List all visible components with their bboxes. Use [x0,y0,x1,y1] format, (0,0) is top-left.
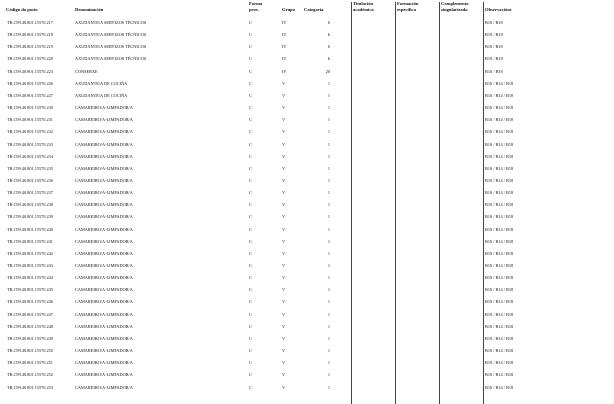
cell-categoria: 6 [327,32,330,38]
cell-grupo: V [282,92,286,98]
cell-observacions: B10 / B14 / B18 [485,263,514,268]
table-row [0,356,614,368]
cell-categoria: 1 [327,275,330,281]
cell-grupo: V [282,360,286,366]
cell-codigo: TR.C99.40.801.15570.248 [7,323,53,329]
cell-forma: C [249,202,252,208]
cell-denominacion: CAMAREIRO/A-LIMPADOR/A [75,177,133,183]
cell-denominacion: CAMAREIRO/A-LIMPADOR/A [75,323,133,329]
cell-observacions: B10 / B14 / B18 [485,165,514,171]
cell-categoria: 1 [327,92,330,98]
cell-categoria: 1 [327,299,330,305]
cell-observacions: B10 / B14 / B18 [485,335,514,341]
cell-grupo: IV [282,44,287,50]
cell-observacions: B10 / B14 / B18 [485,129,514,135]
cell-forma: C [249,335,252,341]
cell-categoria: 1 [327,311,330,317]
table-row [0,52,614,64]
cell-denominacion: CAMAREIRO/A-LIMPADOR/A [75,153,133,159]
cell-denominacion: CAMAREIRO/A-LIMPADOR/A [75,287,133,293]
cell-categoria: 1 [327,190,330,196]
cell-grupo: V [282,287,286,293]
table-row [0,198,614,210]
cell-observacions: B10 / B14 / B18 [485,372,514,378]
table-row [0,247,614,259]
cell-observacions: B10 / B14 / B18 [485,190,514,196]
cell-categoria: 1 [327,129,330,135]
cell-observacions: B10 / B14 / B18 [485,202,514,208]
cell-grupo: V [282,323,286,329]
cell-denominacion: CAMAREIRO/A-LIMPADOR/A [75,384,133,390]
header-titulacion-line2: académica [353,7,374,12]
header-codigo: Código do posto [6,7,38,12]
cell-forma: C [249,238,252,244]
cell-grupo: IV [282,56,287,62]
cell-denominacion: CAMAREIRO/A-LIMPADOR/A [75,311,133,317]
cell-codigo: TR.C99.40.801.15570.252 [7,372,53,378]
cell-observacions: B10 / B14 / B18 [485,80,514,86]
cell-grupo: V [282,311,286,317]
header-forma-line2: prov. [249,7,259,12]
cell-denominacion: CAMAREIRO/A-LIMPADOR/A [75,117,133,123]
table-row [0,295,614,307]
header-grupo: Grupo [282,7,296,12]
cell-codigo: TR.C99.40.801.15570.251 [7,360,53,366]
cell-forma: C [249,68,252,74]
cell-categoria: 1 [327,250,330,256]
cell-denominacion: CAMAREIRO/A-LIMPADOR/A [75,141,133,147]
table-row [0,125,614,137]
cell-categoria: 1 [327,165,330,171]
cell-observacions: B10 / B14 / B18 [485,384,514,390]
header-observacions: Observacións [485,7,512,12]
cell-observacions: B10 / B18 [485,68,503,74]
cell-observacions: B10 / B18 [485,56,503,62]
cell-forma: C [249,275,252,281]
table-row [0,210,614,222]
cell-grupo: V [282,348,286,354]
cell-codigo: TR.C99.40.801.15570.242 [7,250,53,256]
cell-categoria: 1 [327,287,330,293]
table-row [0,28,614,40]
cell-grupo: IV [282,68,287,74]
cell-observacions: B10 / B14 / B18 [485,238,514,244]
cell-categoria: 1 [327,214,330,220]
header-forma-line1: Forma [249,1,263,6]
cell-observacions: B10 / B18 [485,20,503,25]
cell-denominacion: CAMAREIRO/A-LIMPADOR/A [75,214,133,220]
table-row [0,344,614,356]
cell-denominacion: CAMAREIRO/A-LIMPADOR/A [75,348,133,354]
cell-categoria: 6 [327,56,330,62]
table-header [0,0,614,16]
cell-forma: C [249,153,252,159]
cell-denominacion: AXUDANTE/A DE COCIÑA [75,80,128,86]
cell-forma: C [249,190,252,196]
cell-forma: C [249,117,252,123]
cell-denominacion: AXUDANTE/A DE COCIÑA [75,92,128,98]
cell-codigo: TR.C99.40.801.15570.253 [7,384,53,390]
cell-forma: C [249,348,252,354]
cell-forma: C [249,214,252,220]
cell-categoria: 1 [327,384,330,390]
cell-forma: C [249,372,252,378]
cell-forma: C [249,56,252,62]
cell-codigo: TR.C99.40.801.15570.223 [7,68,53,74]
header-categoria: Categoría [304,7,324,12]
cell-observacions: B10 / B14 / B18 [485,250,514,256]
table-row [0,332,614,344]
cell-denominacion: CAMAREIRO/A-LIMPADOR/A [75,372,133,378]
cell-grupo: IV [282,32,287,38]
cell-categoria: 1 [327,335,330,341]
table-row [0,368,614,380]
cell-categoria: 1 [327,141,330,147]
cell-observacions: B10 / B14 / B18 [485,348,514,354]
cell-codigo: TR.C99.40.801.15570.240 [7,226,53,232]
cell-observacions: B10 / B14 / B18 [485,105,514,111]
cell-denominacion: CAMAREIRO/A-LIMPADOR/A [75,165,133,171]
cell-categoria: 6 [327,44,330,50]
cell-denominacion: CAMAREIRO/A-LIMPADOR/A [75,129,133,135]
cell-observacions: B10 / B14 / B18 [485,141,514,147]
cell-codigo: TR.C99.40.801.15570.230 [7,105,53,111]
cell-denominacion: AXUDANTE/A SERVIZOS TÉCNICOS [75,44,147,50]
cell-categoria: 6 [327,20,330,25]
cell-codigo: TR.C99.40.801.15570.217 [7,20,53,25]
cell-forma: C [249,263,252,268]
cell-grupo: V [282,214,286,220]
cell-forma: C [249,323,252,329]
cell-denominacion: CAMAREIRO/A-LIMPADOR/A [75,238,133,244]
cell-grupo: V [282,165,286,171]
cell-denominacion: CAMAREIRO/A-LIMPADOR/A [75,360,133,366]
cell-forma: C [249,165,252,171]
table-row [0,40,614,52]
cell-categoria: 1 [327,117,330,123]
cell-codigo: TR.C99.40.801.15570.246 [7,299,53,305]
cell-forma: C [249,20,252,25]
table-row [0,381,614,393]
table-row [0,283,614,295]
cell-categoria: 1 [327,360,330,366]
cell-grupo: V [282,275,286,281]
cell-forma: C [249,311,252,317]
cell-observacions: B10 / B14 / B18 [485,92,514,98]
cell-grupo: V [282,153,286,159]
table-row [0,77,614,89]
table-row [0,16,614,28]
cell-observacions: B10 / B14 / B18 [485,287,514,293]
table-row [0,65,614,77]
cell-codigo: TR.C99.40.801.15570.220 [7,56,53,62]
cell-grupo: V [282,250,286,256]
table-row [0,186,614,198]
cell-forma: C [249,287,252,293]
header-formacion-line2: específica [397,7,416,12]
cell-denominacion: CAMAREIRO/A-LIMPADOR/A [75,335,133,341]
cell-codigo: TR.C99.40.801.15570.241 [7,238,53,244]
cell-codigo: TR.C99.40.801.15570.226 [7,80,53,86]
cell-grupo: V [282,335,286,341]
cell-grupo: V [282,177,286,183]
cell-codigo: TR.C99.40.801.15570.237 [7,190,53,196]
cell-denominacion: CAMAREIRO/A-LIMPADOR/A [75,299,133,305]
cell-denominacion: CAMAREIRO/A-LIMPADOR/A [75,263,133,268]
cell-observacions: B10 / B18 [485,44,503,50]
cell-forma: C [249,80,252,86]
cell-codigo: TR.C99.40.801.15570.247 [7,311,53,317]
table-row [0,150,614,162]
cell-observacions: B10 / B14 / B18 [485,360,514,366]
table-row [0,89,614,101]
cell-grupo: V [282,384,286,390]
cell-codigo: TR.C99.40.801.15570.218 [7,32,53,38]
cell-categoria: 1 [327,202,330,208]
cell-observacions: B10 / B14 / B18 [485,275,514,281]
cell-grupo: IV [282,20,287,25]
cell-categoria: 1 [327,348,330,354]
cell-codigo: TR.C99.40.801.15570.249 [7,335,53,341]
cell-observacions: B10 / B14 / B18 [485,311,514,317]
cell-forma: C [249,141,252,147]
cell-grupo: V [282,372,286,378]
cell-codigo: TR.C99.40.801.15570.238 [7,202,53,208]
cell-forma: C [249,384,252,390]
cell-categoria: 20 [325,68,330,74]
cell-grupo: V [282,141,286,147]
cell-codigo: TR.C99.40.801.15570.243 [7,263,53,268]
cell-codigo: TR.C99.40.801.15570.234 [7,153,53,159]
cell-forma: C [249,226,252,232]
table-row [0,308,614,320]
cell-grupo: V [282,299,286,305]
cell-observacions: B10 / B14 / B18 [485,299,514,305]
cell-grupo: V [282,202,286,208]
header-titulacion-line1: Titulación [353,1,374,6]
cell-categoria: 1 [327,263,330,268]
cell-grupo: V [282,238,286,244]
cell-forma: C [249,105,252,111]
cell-forma: C [249,129,252,135]
cell-grupo: V [282,226,286,232]
header-formacion-line1: Formación [397,1,419,6]
cell-codigo: TR.C99.40.801.15570.235 [7,165,53,171]
table-row [0,235,614,247]
cell-grupo: V [282,117,286,123]
cell-denominacion: CAMAREIRO/A-LIMPADOR/A [75,202,133,208]
table-row [0,223,614,235]
cell-observacions: B10 / B14 / B18 [485,153,514,159]
cell-observacions: B10 / B14 / B18 [485,214,514,220]
table-row [0,138,614,150]
cell-denominacion: CAMAREIRO/A-LIMPADOR/A [75,275,133,281]
cell-codigo: TR.C99.40.801.15570.227 [7,92,53,98]
cell-denominacion: AXUDANTE/A SERVIZOS TÉCNICOS [75,56,147,62]
cell-grupo: V [282,190,286,196]
cell-categoria: 1 [327,238,330,244]
cell-observacions: B10 / B18 [485,32,503,38]
table-row [0,162,614,174]
cell-forma: C [249,44,252,50]
cell-observacions: B10 / B14 / B18 [485,226,514,232]
cell-forma: C [249,177,252,183]
cell-codigo: TR.C99.40.801.15570.250 [7,348,53,354]
cell-categoria: 1 [327,80,330,86]
cell-grupo: V [282,129,286,135]
cell-categoria: 1 [327,372,330,378]
cell-grupo: V [282,105,286,111]
table-row [0,259,614,271]
cell-observacions: B10 / B14 / B18 [485,323,514,329]
cell-denominacion: CAMAREIRO/A-LIMPADOR/A [75,250,133,256]
cell-denominacion: CAMAREIRO/A-LIMPADOR/A [75,105,133,111]
cell-categoria: 1 [327,105,330,111]
table-row [0,271,614,283]
cell-codigo: TR.C99.40.801.15570.232 [7,129,53,135]
cell-grupo: V [282,80,286,86]
cell-categoria: 1 [327,153,330,159]
cell-forma: C [249,299,252,305]
cell-observacions: B10 / B14 / B18 [485,117,514,123]
cell-denominacion: CAMAREIRO/A-LIMPADOR/A [75,190,133,196]
cell-codigo: TR.C99.40.801.15570.219 [7,44,53,50]
cell-forma: C [249,92,252,98]
header-denominacion: Denominación [75,7,104,12]
cell-codigo: TR.C99.40.801.15570.244 [7,275,53,281]
table-row [0,101,614,113]
cell-codigo: TR.C99.40.801.15570.231 [7,117,53,123]
cell-categoria: 1 [327,323,330,329]
cell-denominacion: CAMAREIRO/A-LIMPADOR/A [75,226,133,232]
table-row [0,113,614,125]
cell-codigo: TR.C99.40.801.15570.236 [7,177,53,183]
cell-categoria: 1 [327,226,330,232]
cell-observacions: B10 / B14 / B18 [485,177,514,183]
cell-forma: C [249,32,252,38]
header-complemento-line1: Complemento [441,1,469,6]
cell-denominacion: AXUDANTE/A SERVIZOS TÉCNICOS [75,32,147,38]
cell-codigo: TR.C99.40.801.15570.233 [7,141,53,147]
header-complemento-line2: singularizado [441,7,468,12]
cell-codigo: TR.C99.40.801.15570.245 [7,287,53,293]
cell-codigo: TR.C99.40.801.15570.239 [7,214,53,220]
cell-denominacion: CONSERXE [75,68,98,74]
cell-denominacion: AXUDANTE/A SERVIZOS TÉCNICOS [75,20,147,25]
cell-grupo: V [282,263,286,268]
table-row [0,174,614,186]
cell-categoria: 1 [327,177,330,183]
cell-forma: C [249,360,252,366]
cell-forma: C [249,250,252,256]
table-row [0,320,614,332]
